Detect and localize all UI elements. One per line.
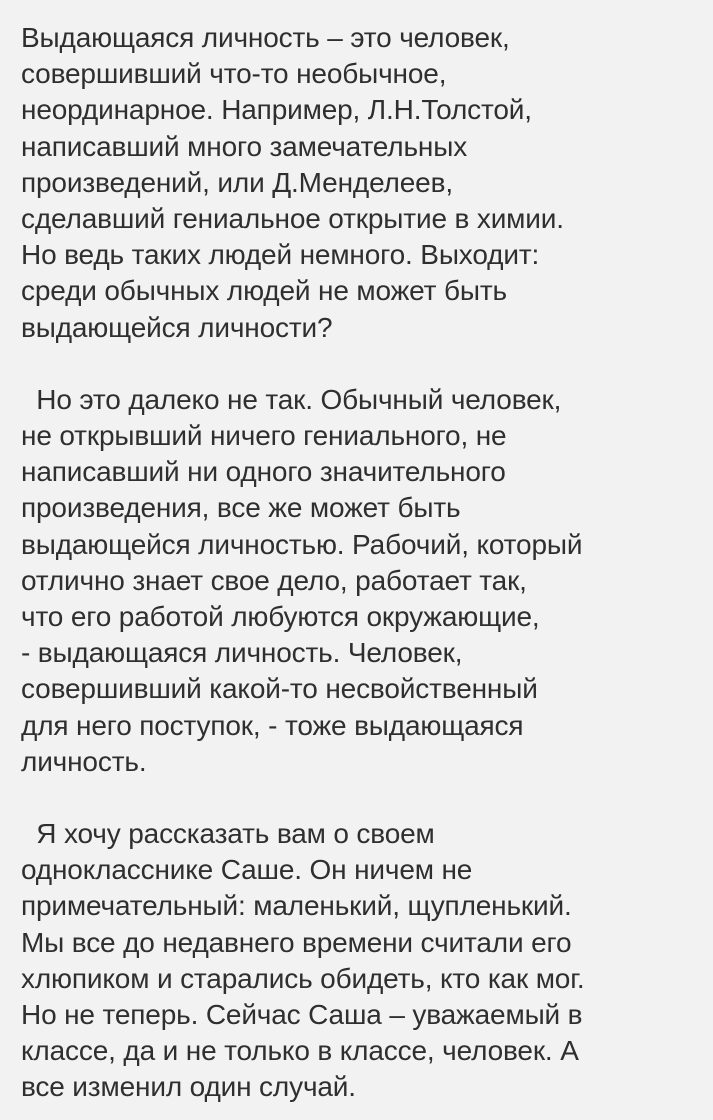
text-line: сделавший гениальное открытие в химии. bbox=[21, 203, 564, 235]
text-line: неординарное. Например, Л.Н.Толстой, bbox=[21, 94, 532, 126]
text-line: для него поступок, - тоже выдающаяся bbox=[21, 709, 524, 741]
paragraph-2 bbox=[21, 382, 713, 780]
text-line: что его работой любуются окружающие, bbox=[21, 601, 540, 633]
text-line: совершивший что-то необычное, bbox=[21, 58, 447, 90]
text-line: совершивший какой-то несвойственный bbox=[21, 673, 538, 705]
text-line: произведения, все же может быть bbox=[21, 492, 461, 524]
text-line: личность. bbox=[21, 745, 147, 777]
paragraph-1 bbox=[21, 20, 713, 346]
text-line: классе, да и не только в классе, человек. А bbox=[21, 1035, 579, 1067]
text-line: Я хочу рассказать вам о своем bbox=[21, 818, 435, 850]
text-line: Но это далеко не так. Обычный человек, bbox=[21, 383, 562, 415]
text-line: выдающейся личности? bbox=[21, 311, 333, 343]
text-line: написавший много замечательных bbox=[21, 130, 468, 162]
text-line: все изменил один случай. bbox=[21, 1071, 356, 1103]
text-line: не открывший ничего гениального, не bbox=[21, 420, 507, 452]
text-line: хлюпиком и старались обидеть, кто как мог. bbox=[21, 962, 585, 994]
text-line: произведений, или Д.Менделеев, bbox=[21, 166, 453, 198]
text-line: Но ведь таких людей немного. Выходит: bbox=[21, 239, 540, 271]
text-line: Но не теперь. Сейчас Саша – уважаемый в bbox=[21, 999, 583, 1031]
text-line: отлично знает свое дело, работает так, bbox=[21, 564, 527, 596]
text-line: - выдающаяся личность. Человек, bbox=[21, 637, 463, 669]
paragraph-3 bbox=[21, 816, 713, 1106]
text-line: примечательный: маленький, щупленький. bbox=[21, 890, 572, 922]
text-line: Выдающаяся личность – это человек, bbox=[21, 22, 510, 53]
text-line: однокласснике Саше. Он ничем не bbox=[21, 854, 473, 886]
text-line: среди обычных людей не может быть bbox=[21, 275, 507, 307]
text-line: выдающейся личностью. Рабочий, который bbox=[21, 528, 583, 560]
text-line: написавший ни одного значительного bbox=[21, 456, 506, 488]
text-line: Мы все до недавнего времени считали его bbox=[21, 926, 572, 958]
